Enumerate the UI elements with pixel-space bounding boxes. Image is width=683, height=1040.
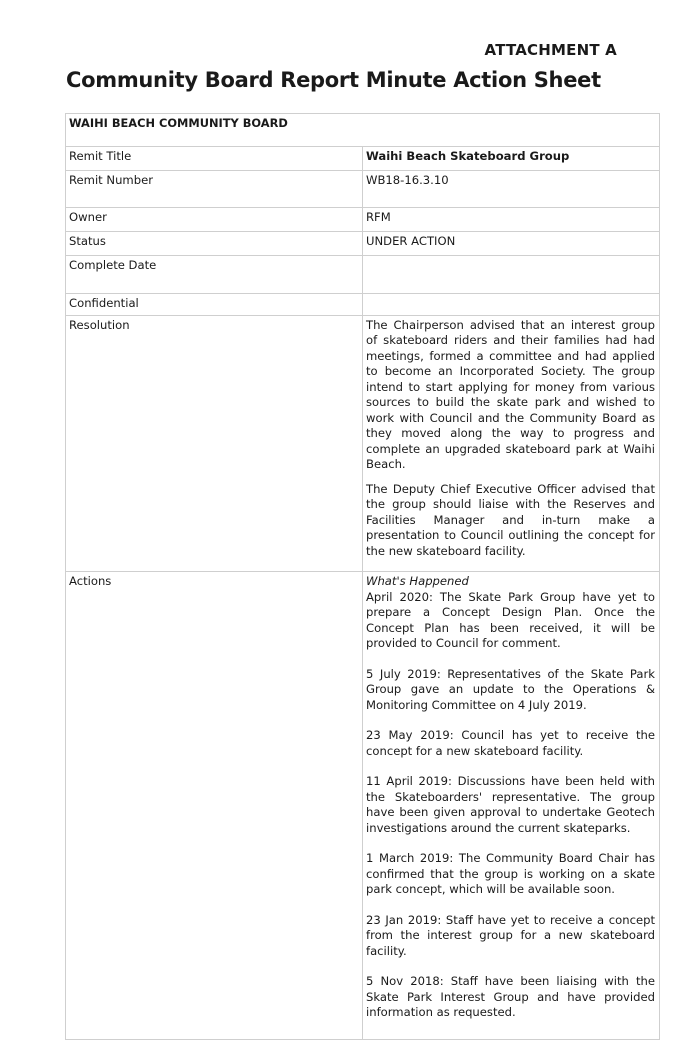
action-item: 23 May 2019: Council has yet to receive the concept for a new skateboard facility. [366, 728, 655, 758]
complete-date-row [66, 256, 660, 294]
action-item: 5 July 2019: Representatives of the Skate Park Group gave an update to the Operations & Monitoring Committee on 4 July 2019. [366, 666, 655, 712]
remit-title-value: Waihi Beach Skateboard Group [363, 147, 660, 171]
board-header-row [66, 114, 660, 147]
confidential-label: Confidential [66, 294, 363, 316]
owner-label: Owner [66, 208, 363, 232]
actions-heading: What's Happened [366, 574, 469, 588]
remit-number-row [66, 171, 660, 208]
status-label: Status [66, 232, 363, 256]
actions-row [66, 572, 660, 1040]
attachment-label: ATTACHMENT A [484, 41, 617, 59]
remit-title-label: Remit Title [66, 147, 363, 171]
remit-number-value: WB18-16.3.10 [363, 171, 660, 208]
action-item: 5 Nov 2018: Staff have been liaising with the Skate Park Interest Group and have provided information as requested. [366, 974, 655, 1019]
confidential-value [363, 294, 660, 316]
action-item: April 2020: The Skate Park Group have yet to prepare a Concept Design Plan. Once the Concept Plan has been received, it will be provided to Council for comment. [366, 589, 655, 650]
action-item: 11 April 2019: Discussions have been held with the Skateboarders' representative. The group have been given approval to undertake Geotech investigations around the current skateparks. [366, 774, 655, 835]
action-sheet-table [65, 113, 660, 1040]
complete-date-label: Complete Date [66, 256, 363, 294]
confidential-row [66, 294, 660, 316]
resolution-paragraph: The Chairperson advised that an interest group of skateboard riders and their families had had meetings, formed a committee and had applied to become an Incorporated Society. The group intend to start applying for money from various sources to build the skate park and wished to work with Council and the Community Board as they moved along the way to progress and complete an upgraded skateboard park at Waihi Beach. [366, 317, 655, 471]
complete-date-value [363, 256, 660, 294]
resolution-text [363, 315, 660, 572]
remit-title-row [66, 147, 660, 171]
actions-content [363, 572, 660, 1040]
action-item: 1 March 2019: The Community Board Chair has confirmed that the group is working on a skate park concept, which will be available soon. [366, 851, 655, 896]
status-value: UNDER ACTION [363, 232, 660, 256]
resolution-paragraph: The Deputy Chief Executive Officer advised that the group should liaise with the Reserves and Facilities Manager and in-turn make a presentation to Council outlining the concept for the new skateboard facility. [366, 481, 655, 558]
status-row [66, 232, 660, 256]
action-item: 23 Jan 2019: Staff have yet to receive a concept from the interest group for a new skateboard facility. [366, 912, 655, 958]
page-title: Community Board Report Minute Action Sheet [66, 68, 601, 92]
resolution-label: Resolution [66, 315, 363, 572]
owner-value: RFM [363, 208, 660, 232]
remit-number-label: Remit Number [66, 171, 363, 208]
owner-row [66, 208, 660, 232]
resolution-row [66, 315, 660, 572]
actions-label: Actions [66, 572, 363, 1040]
board-name: WAIHI BEACH COMMUNITY BOARD [66, 114, 660, 147]
